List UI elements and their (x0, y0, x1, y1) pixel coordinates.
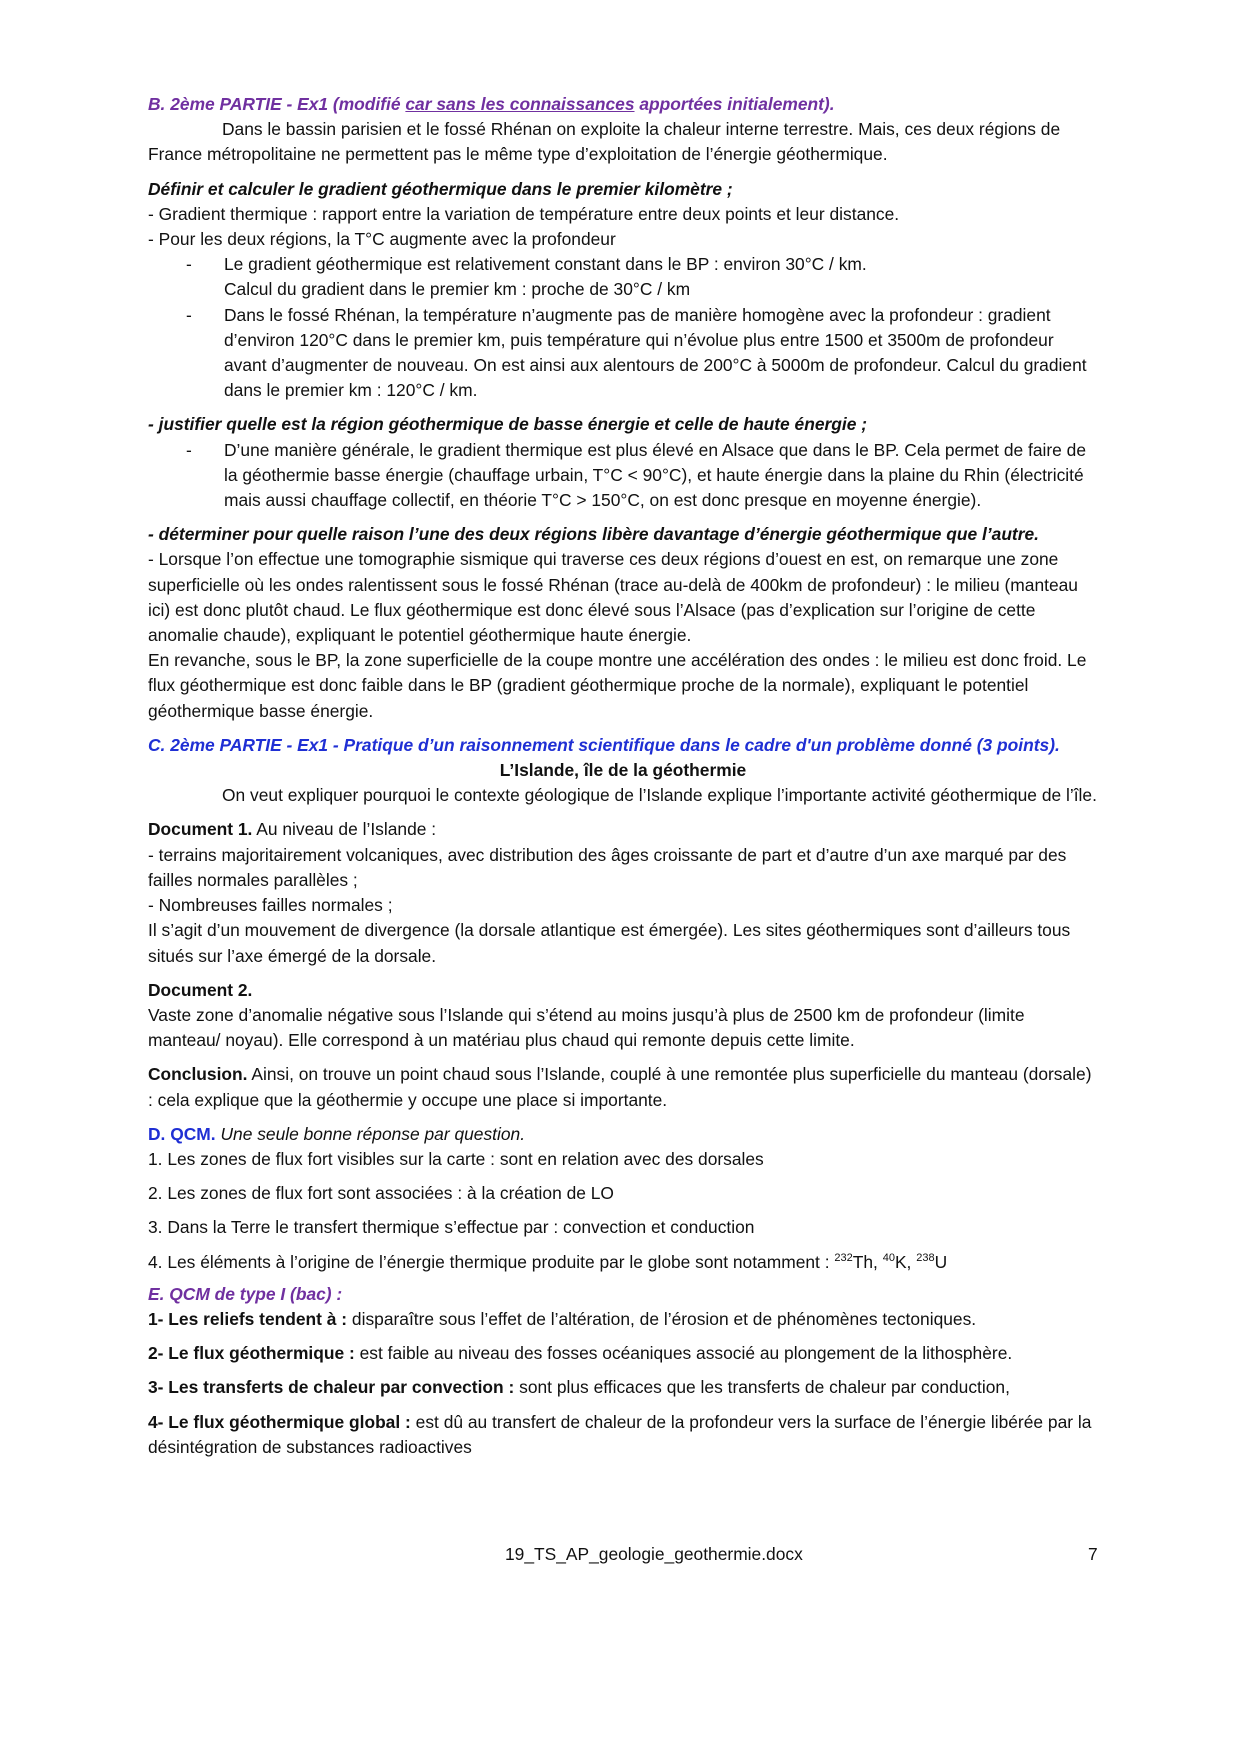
question-1: Définir et calculer le gradient géothermique dans le premier kilomètre ; (148, 178, 733, 199)
doc1-line-3: Il s’agit d’un mouvement de divergence (la dorsale atlantique est émergée). Les sites géothermiques sont d’ailleurs tous situés sur l’axe émergé de la dorsale. (148, 920, 1071, 966)
question-2: - justifier quelle est la région géothermique de basse énergie et celle de haute énergie ; (148, 414, 868, 435)
q1-bullet-1: - Le gradient géothermique est relativement constant dans le BP : environ 30°C / km. (148, 252, 1098, 277)
question-3: - déterminer pour quelle raison l’une des deux régions libère davantage d’énergie géothermique que l’autre. (148, 524, 1039, 545)
document-page (148, 92, 1098, 1460)
document-1: Document 1. Au niveau de l’Islande : (148, 819, 437, 840)
section-b-title-underlined: car sans les connaissances (405, 94, 635, 114)
section-c-title: C. 2ème PARTIE - Ex1 - Pratique d’un raisonnement scientifique dans le cadre d'un problème donné (3 points). (148, 734, 1060, 755)
qcm-bac-item-2: 2- Le flux géothermique : est faible au niveau des fosses océaniques associé au plongement de la lithosphère. (148, 1343, 1013, 1364)
qcm-item-4: 4. Les éléments à l’origine de l’énergie thermique produite par le globe sont notamment : $^{232}$Th, $^{40}$K, $^{238}$U (148, 1251, 948, 1272)
q3-text-2: En revanche, sous le BP, la zone superficielle de la coupe montre une accélération des ondes : le milieu est donc froid. Le flux géothermique est donc faible dans le BP (gradient géothermique proche de la normale), expliquant le potentiel géothermique basse énergie. (148, 650, 1087, 721)
document-2-label: Document 2. (148, 979, 253, 1000)
section-c-subtitle: L’Islande, île de la géothermie (499, 760, 747, 781)
section-d-title: D. QCM. Une seule bonne réponse par question. (148, 1123, 526, 1144)
qcm-bac-item-1: 1- Les reliefs tendent à : disparaître sous l’effet de l’altération, de l’érosion et de phénomènes tectoniques. (148, 1308, 977, 1329)
q3-text-1: - Lorsque l’on effectue une tomographie sismique qui traverse ces deux régions d’ouest en est, on remarque une zone superficielle où les ondes ralentissent sous le fossé Rhénan (trace au-delà de 400km de profondeur) : le milieu (manteau ici) est donc plutôt chaud. Le flux géothermique est donc élevé sous l’Alsace (pas d’explication sur l’origine de cette anomalie chaude), expliquant le potentiel géothermique haute énergie. (148, 549, 1078, 646)
q1-bullet-2: - Dans le fossé Rhénan, la température n’augmente pas de manière homogène avec la profondeur : gradient d’environ 120°C dans le premier km, puis température qui n’évolue plus entre 1500 et 3500m de profondeur avant d’augmenter de nouveau. On est ainsi aux alentours de 200°C à 5000m de profondeur. Calcul du gradient dans le premier km : 120°C / km. (148, 303, 1098, 404)
conclusion: Conclusion. Ainsi, on trouve un point chaud sous l’Islande, couplé à une remontée plus superficielle du manteau (dorsale) : cela explique que la géothermie y occupe une place si importante. (148, 1064, 1092, 1110)
doc1-line-1: - terrains majoritairement volcaniques, avec distribution des âges croissante de part et d’autre d’un axe marqué par des failles normales parallèles ; (148, 844, 1067, 890)
section-b-intro: Dans le bassin parisien et le fossé Rhénan on exploite la chaleur interne terrestre. Mais, ces deux régions de France métropolitaine ne permettent pas le même type d’exploitation de l’énergie géothermique. (148, 119, 1061, 165)
document-2-text: Vaste zone d’anomalie négative sous l’Islande qui s’étend au moins jusqu’à plus de 2500 km de profondeur (limite manteau/ noyau). Elle correspond à un matériau plus chaud qui remonte depuis cette limite. (148, 1004, 1025, 1051)
qcm-item-2: 2. Les zones de flux fort sont associées : à la création de LO (148, 1183, 614, 1204)
qcm-item-1: 1. Les zones de flux fort visibles sur la carte : sont en relation avec des dorsales (148, 1148, 764, 1169)
doc1-line-2: - Nombreuses failles normales ; (148, 895, 393, 916)
q1-line-2: - Pour les deux régions, la T°C augmente avec la profondeur (148, 229, 616, 250)
section-e-title: E. QCM de type I (bac) : (148, 1283, 343, 1304)
section-b-title: B. 2ème PARTIE - Ex1 (modifié car sans les connaissances apportées initialement). (148, 94, 835, 114)
page-number: 7 (1088, 1544, 1098, 1564)
qcm-bac-item-4: 4- Le flux géothermique global : est dû au transfert de chaleur de la profondeur vers la surface de l’énergie libérée par la désintégration de substances radioactives (148, 1411, 1092, 1457)
q2-bullet: - D’une manière générale, le gradient thermique est plus élevé en Alsace que dans le BP. Cela permet de faire de la géothermie basse énergie (chauffage urbain, T°C < 90°C), et haute énergie dans la plaine du Rhin (électricité mais aussi chauffage collectif, en théorie T°C > 150°C, on est donc presque en moyenne énergie). (148, 438, 1098, 514)
section-c-intro: On veut expliquer pourquoi le contexte géologique de l’Islande explique l’importante activité géothermique de l’île. (222, 785, 1097, 806)
q1-bullet-1-cont: Calcul du gradient dans le premier km : proche de 30°C / km (224, 279, 691, 300)
qcm-bac-item-3: 3- Les transferts de chaleur par convection : sont plus efficaces que les transferts de chaleur par conduction, (148, 1377, 1010, 1398)
q1-line-1: - Gradient thermique : rapport entre la variation de température entre deux points et leur distance. (148, 203, 900, 224)
footer-filename: 19_TS_AP_geologie_geothermie.docx (505, 1544, 803, 1564)
qcm-item-3: 3. Dans la Terre le transfert thermique s’effectue par : convection et conduction (148, 1217, 755, 1238)
